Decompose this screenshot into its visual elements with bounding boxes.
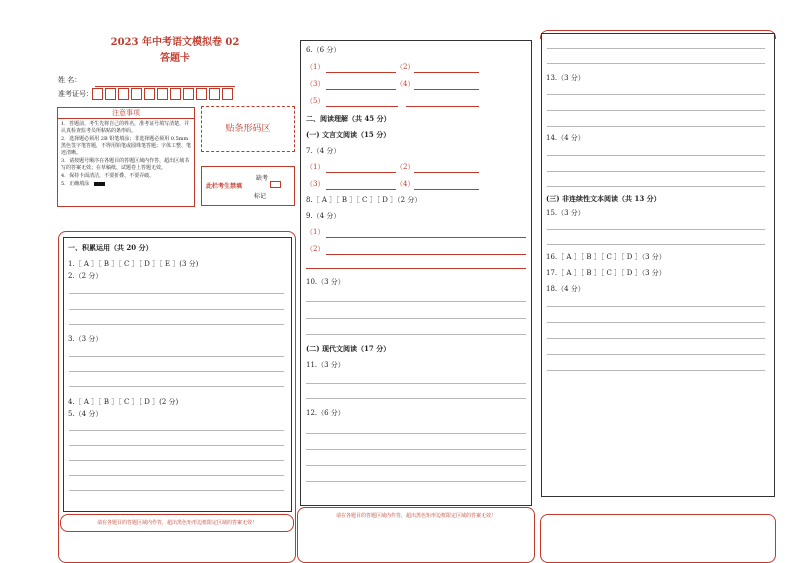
- answer-line[interactable]: [326, 237, 526, 238]
- answer-line[interactable]: [69, 386, 284, 387]
- q14-label: 14.（4 分）: [546, 134, 585, 142]
- col2-section-title: 二、阅读理解（共 45 分）: [306, 114, 391, 123]
- answer-line[interactable]: [414, 89, 479, 90]
- id-digit-box[interactable]: [209, 88, 220, 100]
- name-field[interactable]: [95, 86, 235, 87]
- notice-item: 4．保持卡面清洁，不要折叠、不要弄破。: [61, 173, 155, 179]
- q15-label: 15.（3 分）: [546, 209, 585, 217]
- col1-section-title: 一、积累运用（共 20 分）: [68, 243, 153, 252]
- answer-line[interactable]: [306, 465, 526, 466]
- answer-line[interactable]: [414, 189, 479, 190]
- barcode-area: [201, 106, 295, 152]
- answer-line[interactable]: [306, 433, 526, 434]
- q13-label: 13.（3 分）: [546, 74, 585, 82]
- q7-label: 7.（4 分）: [306, 147, 341, 155]
- notice-item: 3．请按题号顺序在各题目的答题区域内作答，超出区域书写的答案无效；在草稿纸、试题卷上答题无效。: [61, 158, 190, 171]
- q16-choices[interactable]: 16.［ A ］［ B ］［ C ］［ D ］（3 分）: [546, 253, 666, 261]
- answer-line[interactable]: [547, 306, 765, 307]
- id-digit-box[interactable]: [105, 88, 116, 100]
- answer-line[interactable]: [69, 371, 284, 372]
- answer-line[interactable]: [69, 445, 284, 446]
- modern-reading-title: (二) 现代文阅读（17 分）: [306, 344, 391, 353]
- id-digit-box[interactable]: [157, 88, 168, 100]
- q17-choices[interactable]: 17.［ A ］［ B ］［ C ］［ D ］（3 分）: [546, 269, 666, 277]
- answer-line[interactable]: [306, 449, 526, 450]
- notice-item: 2．选择题必须用 2B 铅笔填涂；非选择题必须用 0.5mm 黑色签字笔答题，不得用铅笔或圆珠笔答题；字体工整、笔迹清晰。: [61, 136, 192, 156]
- answer-line[interactable]: [547, 186, 765, 187]
- absent-box: [201, 166, 295, 206]
- id-digit-box[interactable]: [92, 88, 103, 100]
- q8-choices[interactable]: 8.［ A ］［ B ］［ C ］［ D ］（2 分）: [306, 196, 422, 204]
- absent-mark-label-2: 标记: [254, 193, 267, 200]
- id-digit-box[interactable]: [170, 88, 181, 100]
- answer-line[interactable]: [69, 460, 284, 461]
- q1-choices[interactable]: 1.［ A ］［ B ］［ C ］［ D ］［ E ］(3 分): [68, 260, 199, 268]
- col1-answer-box: [63, 237, 292, 512]
- answer-line[interactable]: [414, 172, 479, 173]
- q10-label: 10.（3 分）: [306, 278, 345, 286]
- absent-label: 此栏考生禁填: [206, 183, 243, 190]
- nontext-reading-title: (三) 非连续性文本阅读（共 13 分）: [546, 194, 661, 203]
- q9-sub-2: （2）: [306, 245, 325, 253]
- answer-line[interactable]: [547, 322, 765, 323]
- q6-sub-4: （4）: [396, 80, 415, 88]
- answer-line[interactable]: [306, 301, 526, 302]
- id-digit-box[interactable]: [144, 88, 155, 100]
- answer-line[interactable]: [306, 318, 526, 319]
- answer-line[interactable]: [547, 110, 765, 111]
- answer-line[interactable]: [69, 356, 284, 357]
- filled-example-icon: [94, 182, 105, 186]
- id-digit-box[interactable]: [196, 88, 207, 100]
- col3-answer-box: [541, 33, 775, 497]
- col1-footer-box: [60, 514, 294, 532]
- answer-line[interactable]: [326, 106, 398, 107]
- answer-line[interactable]: [547, 354, 765, 355]
- answer-line[interactable]: [69, 309, 284, 310]
- q4-choices[interactable]: 4.［ A ］［ B ］［ C ］［ D ］(2 分): [68, 398, 179, 406]
- answer-line[interactable]: [306, 268, 526, 269]
- absent-mark-box[interactable]: [270, 181, 281, 188]
- answer-line[interactable]: [326, 89, 396, 90]
- answer-line[interactable]: [547, 338, 765, 339]
- q3-label: 3.（3 分）: [68, 335, 103, 343]
- exam-id-label: 准考证号：: [58, 90, 93, 98]
- q7-sub-3: （3）: [306, 180, 325, 188]
- answer-line[interactable]: [547, 48, 765, 49]
- answer-line[interactable]: [306, 383, 526, 384]
- answer-line[interactable]: [69, 475, 284, 476]
- answer-line[interactable]: [306, 334, 526, 335]
- col1-footer-text: 请在各题目的答题区域内作答，超出黑色矩形边框限定区域的答案无效！: [96, 520, 257, 526]
- notice-title: 注意事项: [58, 108, 194, 119]
- answer-line[interactable]: [547, 370, 765, 371]
- page-subtitle: 答题卡: [160, 53, 190, 64]
- answer-line[interactable]: [326, 254, 526, 255]
- q6-label: 6.（6 分）: [306, 46, 341, 54]
- answer-line[interactable]: [69, 324, 284, 325]
- answer-line[interactable]: [69, 490, 284, 491]
- absent-mark-label: 缺考: [256, 175, 269, 182]
- answer-line[interactable]: [326, 72, 396, 73]
- answer-line[interactable]: [306, 481, 526, 482]
- q9-label: 9.（4 分）: [306, 212, 341, 220]
- answer-line[interactable]: [406, 106, 479, 107]
- answer-line[interactable]: [306, 398, 526, 399]
- notice-item-text: 5．正确填涂: [61, 181, 90, 187]
- answer-line[interactable]: [547, 155, 765, 156]
- q18-label: 18.（4 分）: [546, 285, 585, 293]
- answer-line[interactable]: [414, 72, 479, 73]
- answer-line[interactable]: [547, 244, 765, 245]
- id-digit-box[interactable]: [222, 88, 233, 100]
- q9-sub-1: （1）: [306, 228, 325, 236]
- col3-bottom-frame: [540, 514, 776, 563]
- answer-line[interactable]: [547, 94, 765, 95]
- q7-sub-2: （2）: [396, 163, 415, 171]
- q6-sub-1: （1）: [306, 63, 325, 71]
- col2-footer-box: [297, 507, 535, 563]
- q2-label: 2.（2 分）: [68, 272, 103, 280]
- answer-line[interactable]: [69, 293, 284, 294]
- q7-sub-4: （4）: [396, 180, 415, 188]
- notice-box: [57, 107, 195, 207]
- q6-sub-3: （3）: [306, 80, 325, 88]
- id-digit-box[interactable]: [183, 88, 194, 100]
- col2-footer-text: 请在各题目的答题区域内作答，超出黑色矩形边框限定区域的答案无效！: [335, 513, 496, 519]
- answer-line[interactable]: [547, 171, 765, 172]
- answer-line[interactable]: [69, 430, 284, 431]
- classical-reading-title: (一) 文言文阅读（15 分）: [306, 130, 391, 139]
- id-digit-box[interactable]: [118, 88, 129, 100]
- answer-line[interactable]: [547, 126, 765, 127]
- q5-label: 5.（4 分）: [68, 410, 103, 418]
- q11-label: 11.（3 分）: [306, 361, 345, 369]
- q6-sub-5: （5）: [306, 97, 325, 105]
- q6-sub-2: （2）: [396, 63, 415, 71]
- q12-label: 12.（6 分）: [306, 409, 345, 417]
- id-digit-box[interactable]: [131, 88, 142, 100]
- notice-item: [61, 181, 191, 188]
- q7-sub-1: （1）: [306, 163, 325, 171]
- col2-answer-box: [300, 40, 532, 506]
- answer-line[interactable]: [547, 229, 765, 230]
- answer-line[interactable]: [326, 189, 396, 190]
- page-title: 2023 年中考语文模拟卷 02: [110, 37, 240, 48]
- name-label: 姓 名：: [58, 76, 82, 84]
- answer-line[interactable]: [326, 172, 396, 173]
- answer-line[interactable]: [547, 63, 765, 64]
- exam-id-boxes[interactable]: [92, 88, 242, 100]
- notice-item: 1．答题前，考生先将自己的姓名，准考证号填写清楚，并认真检查监考员所粘贴的条形码。: [61, 121, 190, 134]
- barcode-label: 贴条形码区: [225, 124, 271, 134]
